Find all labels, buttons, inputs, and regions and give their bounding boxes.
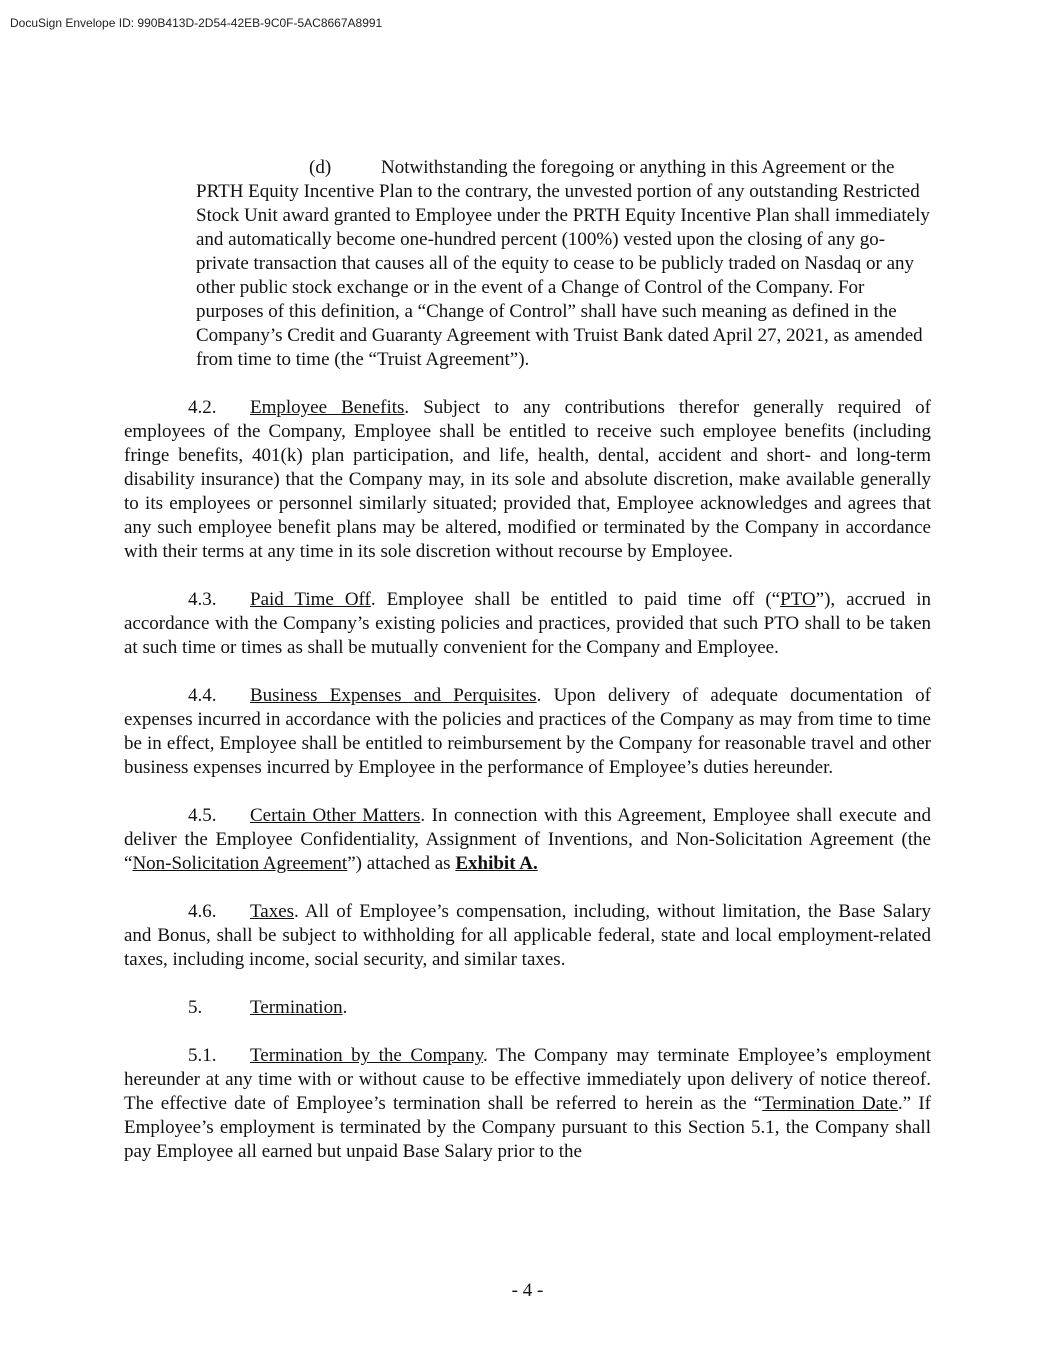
section-5 [124, 996, 931, 1020]
section-text: . The Company may terminate Employee’s employment hereunder at any time with or without cause to be effective immediately upon delivery of notice thereof. The effective date of Employee’s termination shall be referred to herein as the “ [124, 1045, 932, 1114]
defined-term: Non-Solicitation Agreement [132, 853, 348, 874]
page-number: - 4 - [511, 1280, 544, 1301]
section-number: 5. [188, 997, 203, 1018]
section-text: . Upon delivery of adequate documentation of expenses incurred in accordance with the policies and practices of the Company as may from time to time be in effect, Employee shall be entitled to reimbursement by the Company for reasonable travel and other business expenses incurred by Employee in the performance of Employee’s duties hereunder. [124, 685, 931, 778]
section-text: ”) attached as [347, 853, 456, 874]
section-heading: Termination by the Company [250, 1045, 483, 1066]
document-body [124, 156, 931, 1164]
section-heading: Termination [250, 997, 343, 1018]
exhibit-reference: Exhibit A. [455, 853, 538, 874]
section-text: ”), accrued in accordance with the Company’s existing policies and practices, provided that such PTO shall to be taken at such time or times as shall be mutually convenient for the Company and Employee. [124, 589, 931, 658]
item-text: Notwithstanding the foregoing or anything in this Agreement or the PRTH Equity Incentive Plan to the contrary, the unvested portion of any outstanding Restricted Stock Unit award granted to Employee under the PRTH Equity Incentive Plan shall immediately and automatically become one-hundred percent (100%) vested upon the closing of any go-private transaction that causes all of the equity to cease to be publicly traded on Nasdaq or any other public stock exchange or in the event of a Change of Control of the Company. For purposes of this definition, a “Change of Control” shall have such meaning as defined in the Company’s Credit and Guaranty Agreement with Truist Bank dated April 27, 2021, as amended from time to time (the “Truist Agreement”). [196, 157, 930, 370]
section-heading: Paid Time Off [250, 589, 371, 610]
docusign-envelope-id: DocuSign Envelope ID: 990B413D-2D54-42EB-9C0F-5AC8667A8991 [10, 16, 383, 30]
paragraph-4-1-d [196, 156, 931, 372]
section-text: . [342, 997, 348, 1018]
section-text: .” If Employee’s employment is terminated by the Company pursuant to this Section 5.1, the Company shall pay Employee all earned but unpaid Base Salary prior to the [124, 1093, 931, 1162]
defined-term: Termination Date [762, 1093, 898, 1114]
section-text: . In connection with this Agreement, Employee shall execute and deliver the Employee Confidentiality, Assignment of Inventions, and Non-Solicitation Agreement (the “ [124, 805, 931, 874]
defined-term: PTO [780, 589, 816, 610]
section-number: 4.6. [188, 901, 217, 922]
section-number: 5.1. [188, 1045, 217, 1066]
section-4-4 [124, 684, 931, 780]
section-4-3 [124, 588, 931, 660]
section-heading: Taxes [250, 901, 295, 922]
section-text: . Subject to any contributions therefor generally required of employees of the Company, Employee shall be entitled to receive such employee benefits (including fringe benefits, 401(k) plan participation, and life, health, dental, accident and short- and long-term disability insurance) that the Company may, in its sole and absolute discretion, make available generally to its employees or personnel similarly situated; provided that, Employee acknowledges and agrees that any such employee benefit plans may be altered, modified or terminated by the Company in accordance with their terms at any time in its sole discretion without recourse by Employee. [124, 397, 931, 562]
section-heading: Business Expenses and Perquisites [250, 685, 537, 706]
section-heading: Certain Other Matters [250, 805, 421, 826]
section-5-1 [124, 1044, 931, 1164]
section-text: . Employee shall be entitled to paid time off (“ [370, 589, 781, 610]
section-number: 4.3. [188, 589, 217, 610]
section-text: . All of Employee’s compensation, including, without limitation, the Base Salary and Bonus, shall be subject to withholding for all applicable federal, state and local employment-related taxes, including income, social security, and similar taxes. [124, 901, 931, 970]
section-number: 4.4. [188, 685, 217, 706]
section-4-6 [124, 900, 931, 972]
section-heading: Employee Benefits [250, 397, 405, 418]
item-label: (d) [309, 157, 332, 178]
section-4-2 [124, 396, 931, 564]
section-4-5 [124, 804, 931, 876]
section-number: 4.2. [188, 397, 217, 418]
section-number: 4.5. [188, 805, 217, 826]
